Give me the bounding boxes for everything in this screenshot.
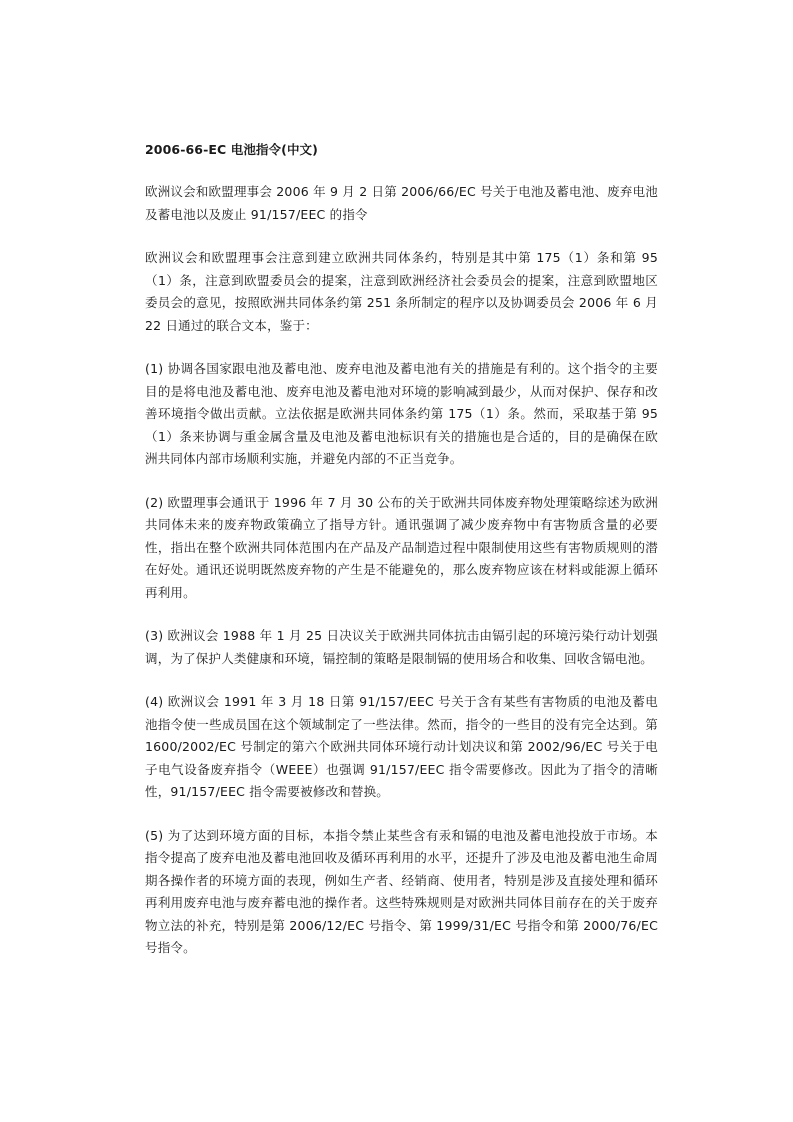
recital-1-paragraph: (1) 协调各国家跟电池及蓄电池、废弃电池及蓄电池有关的措施是有利的。这个指令的主要目的是将电池及蓄电池、废弃电池及蓄电池对环境的影响减到最少，从而对保护、保存和改善环境指令做出贡献。立法依据是欧洲共同体条约第 175（1）条。然而，采取基于第 95（1）条来协调与重金属含量及电池及蓄电池标识有关的措施也是合适的，目的是确保在欧洲共同体内部市场顺利实施，并避免内部的不正当竞争。 <box>145 361 658 466</box>
document-title: 2006-66-EC 电池指令(中文) <box>145 142 318 157</box>
intro-paragraph: 欧洲议会和欧盟理事会 2006 年 9 月 2 日第 2006/66/EC 号关于电池及蓄电池、废弃电池及蓄电池以及废止 91/157/EEC 的指令 <box>145 184 658 222</box>
document-body <box>145 139 658 981</box>
recital-3-paragraph: (3) 欧洲议会 1988 年 1 月 25 日决议关于欧洲共同体抗击由镉引起的环境污染行动计划强调，为了保护人类健康和环境，镉控制的策略是限制镉的使用场合和收集、回收含镉电池。 <box>145 628 658 666</box>
recital-2-paragraph: (2) 欧盟理事会通讯于 1996 年 7 月 30 公布的关于欧洲共同体废弃物处理策略综述为欧洲共同体未来的废弃物政策确立了指导方针。通讯强调了减少废弃物中有害物质含量的必要性，指出在整个欧洲共同体范围内在产品及产品制造过程中限制使用这些有害物质规则的潜在好处。通讯还说明既然废弃物的产生是不能避免的，那么废弃物应该在材料或能源上循环再利用。 <box>145 494 658 600</box>
preamble-paragraph: 欧洲议会和欧盟理事会注意到建立欧洲共同体条约，特别是其中第 175（1）条和第 95（1）条，注意到欧盟委员会的提案，注意到欧洲经济社会委员会的提案，注意到欧盟地区委员会的意见，按照欧洲共同体条约第 251 条所制定的程序以及协调委员会 2006 年 6 月 22 日通过的联合文本，鉴于： <box>145 250 658 333</box>
recital-4-paragraph: (4) 欧洲议会 1991 年 3 月 18 日第 91/157/EEC 号关于含有某些有害物质的电池及蓄电池指令使一些成员国在这个领域制定了一些法律。然而，指令的一些目的没有完全达到。第 1600/2002/EC 号制定的第六个欧洲共同体环境行动计划决议和第 2002/96/EC 号关于电子电气设备废弃指令（WEEE）也强调 91/157/EEC 指令需要修改。因此为了指令的清晰性，91/157/EEC 指令需要被修改和替换。 <box>145 694 658 799</box>
recital-5-paragraph: (5) 为了达到环境方面的目标，本指令禁止某些含有汞和镉的电池及蓄电池投放于市场。本指令提高了废弃电池及蓄电池回收及循环再利用的水平，还提升了涉及电池及蓄电池生命周期各操作者的环境方面的表现，例如生产者、经销商、使用者，特别是涉及直接处理和循环再利用废弃电池与废弃蓄电池的操作者。这些特殊规则是对欧洲共同体目前存在的关于废弃物立法的补充，特别是第 2006/12/EC 号指令、第 1999/31/EC 号指令和第 2000/76/EC 号指令。 <box>145 827 658 955</box>
